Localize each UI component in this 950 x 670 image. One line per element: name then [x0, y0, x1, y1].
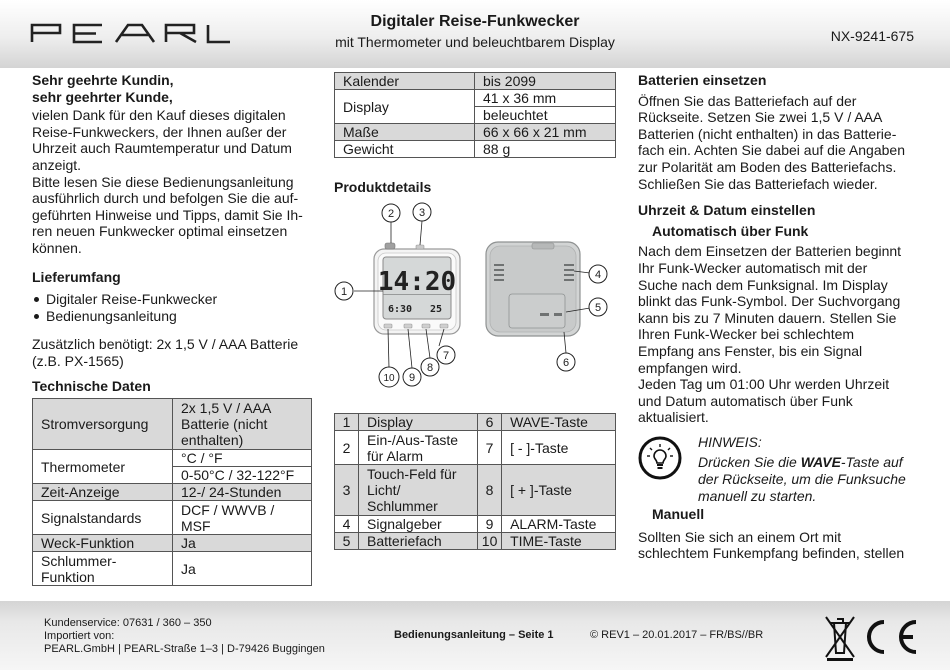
- scope-list: [32, 291, 310, 324]
- svg-text:5: 5: [594, 301, 602, 314]
- table-row: Zeit-Anzeige 12-/ 24-Stunden: [33, 484, 312, 501]
- table-row: Thermometer °C / °F: [33, 450, 312, 467]
- list-item: Bedienungsanleitung: [32, 308, 310, 325]
- document-title: Digitaler Reise-Funkwecker: [370, 13, 580, 30]
- callout-6: [557, 353, 575, 371]
- tech-data-table: [32, 398, 312, 586]
- svg-text:4: 4: [594, 268, 602, 281]
- scope-heading: Lieferumfang: [32, 268, 121, 285]
- svg-text:8: 8: [426, 361, 434, 374]
- touch-sensor: [416, 245, 424, 249]
- table-row: 0-50°C / 32-122°F: [33, 467, 312, 484]
- clock-back-illustration: [486, 242, 580, 336]
- auto-heading: Automatisch über Funk: [652, 222, 809, 239]
- column-right: [638, 72, 918, 562]
- svg-text:1: 1: [340, 285, 348, 298]
- details-heading: Produktdetails: [334, 179, 432, 195]
- callout-10: [379, 367, 399, 387]
- ce-mark: [869, 622, 916, 652]
- callout-7: [437, 346, 455, 364]
- table-row: Signalstandards DCF / WWVB / MSF: [33, 501, 312, 535]
- table-row: Display 41 x 36 mm: [335, 90, 616, 107]
- battery-paragraph: Öffnen Sie das Batteriefach auf der Rückseite. Setzen Sie zwei 1,5 V / AAA Batterien (nicht enthalten) in das Batterie- fach ein. Achten Sie dabei auf die Angaben zur Polarität am Boden des Batteriefachs. Schließen Sie das Batteriefach wieder.: [638, 92, 905, 192]
- clock-front-illustration: [374, 243, 460, 334]
- table-row: 4 Signalgeber 9 ALARM-Taste: [335, 516, 616, 533]
- footer-revision: © REV1 – 20.01.2017 – FR/BS//BR: [590, 629, 764, 641]
- table-row: 2 Ein-/Aus-Taste für Alarm 7 [ - ]-Taste: [335, 431, 616, 465]
- alarm-toggle-button: [385, 243, 395, 249]
- svg-text:6: 6: [562, 356, 570, 369]
- display-temperature: 25: [429, 303, 443, 315]
- intro-paragraph: vielen Dank für den Kauf dieses digitalen Reise-Funkweckers, der Ihnen außer der Uhrzeit auch Raumtemperatur und Datum anzeigt. Bitte lesen Sie diese Bedienungsanleitung ausführlich durch und befolgen Sie die auf- geführten Hinweise und Tipps, damit Sie Ih- ren neuen Funkwecker optimal einsetzen können.: [32, 107, 303, 256]
- table-row: 5 Batteriefach 10 TIME-Taste: [335, 533, 616, 550]
- product-diagram: [334, 202, 616, 402]
- hint-box: [638, 434, 918, 504]
- display-seconds: 6:30: [387, 303, 413, 315]
- spec-table: [334, 72, 616, 158]
- table-row: Gewicht 88 g: [335, 141, 616, 158]
- page-header: [0, 0, 950, 68]
- callout-8: [421, 358, 439, 376]
- svg-text:2: 2: [387, 207, 395, 220]
- table-row: beleuchtet: [335, 107, 616, 124]
- parts-table: [334, 413, 616, 550]
- callout-3: [413, 203, 431, 221]
- document-subtitle: mit Thermometer und beleuchtbarem Display: [335, 34, 615, 50]
- callout-2: [382, 204, 400, 222]
- column-middle: [334, 72, 616, 550]
- manual-heading: Manuell: [652, 506, 705, 523]
- greeting-line-2: sehr geehrter Kunde,: [32, 88, 173, 105]
- time-heading: Uhrzeit & Datum einstellen: [638, 202, 816, 219]
- manual-paragraph: Sollten Sie sich an einem Ort mit schlechtem Funkempfang befinden, stellen: [638, 528, 905, 562]
- callout-5: [589, 298, 607, 316]
- auto-paragraph: Nach dem Einsetzen der Batterien beginnt Ihr Funk-Wecker automatisch mit der Suche nach dem Funksignal. Im Display blinkt das Funk-Symbol. Der Suchvorgang kann bis zu 7 Minuten dauern. Stellen Sie Ihren Funk-Wecker bei schlechtem Empfang ans Fenster, bis ein Signal empfangen wird. Jeden Tag um 01:00 Uhr werden Uhrzeit und Datum automatisch über Funk aktualisiert.: [638, 243, 902, 426]
- tech-heading: Technische Daten: [32, 377, 151, 394]
- compliance-marks: [822, 613, 922, 663]
- svg-text:10: 10: [383, 372, 395, 384]
- battery-compartment: [509, 294, 565, 328]
- column-left: [32, 72, 310, 586]
- article-number: NX-9241-675: [830, 28, 914, 44]
- callout-4: [589, 265, 607, 283]
- table-row: Schlummer- Funktion Ja: [33, 552, 312, 586]
- table-row: Maße 66 x 66 x 21 mm: [335, 124, 616, 141]
- table-row: Kalender bis 2099: [335, 73, 616, 90]
- list-item: Digitaler Reise-Funkwecker: [32, 291, 310, 308]
- table-row: Stromversorgung 2x 1,5 V / AAA Batterie (nicht enthalten): [33, 399, 312, 450]
- table-row: Weck-Funktion Ja: [33, 535, 312, 552]
- hint-text: Drücken Sie die WAVE-Taste auf der Rückseite, um die Funksuche manuell zu starten.: [698, 454, 906, 504]
- lightbulb-icon: [638, 436, 682, 480]
- battery-heading: Batterien einsetzen: [638, 72, 767, 88]
- page-footer: [0, 601, 950, 670]
- weee-bin-icon: [826, 617, 854, 661]
- footer-page-label: Bedienungsanleitung – Seite 1: [394, 629, 554, 641]
- table-row: 1 Display 6 WAVE-Taste: [335, 414, 616, 431]
- svg-text:7: 7: [442, 349, 450, 362]
- greeting-line-1: Sehr geehrte Kundin,: [32, 72, 174, 88]
- callout-1: [335, 282, 353, 300]
- extra-required: Zusätzlich benötigt: 2x 1,5 V / AAA Batterie (z.B. PX-1565): [32, 336, 299, 369]
- footer-contact: Kundenservice: 07631 / 360 – 350 Importiert von: PEARL.GmbH | PEARL-Straße 1–3 | D-79426 Buggingen: [44, 617, 325, 655]
- display-time: 14:20: [377, 266, 457, 297]
- hint-label: HINWEIS:: [698, 433, 762, 450]
- table-row: 3 Touch-Feld für Licht/ Schlummer 8 [ + ]-Taste: [335, 465, 616, 516]
- svg-text:3: 3: [418, 206, 426, 219]
- svg-text:9: 9: [408, 371, 416, 384]
- callout-9: [403, 368, 421, 386]
